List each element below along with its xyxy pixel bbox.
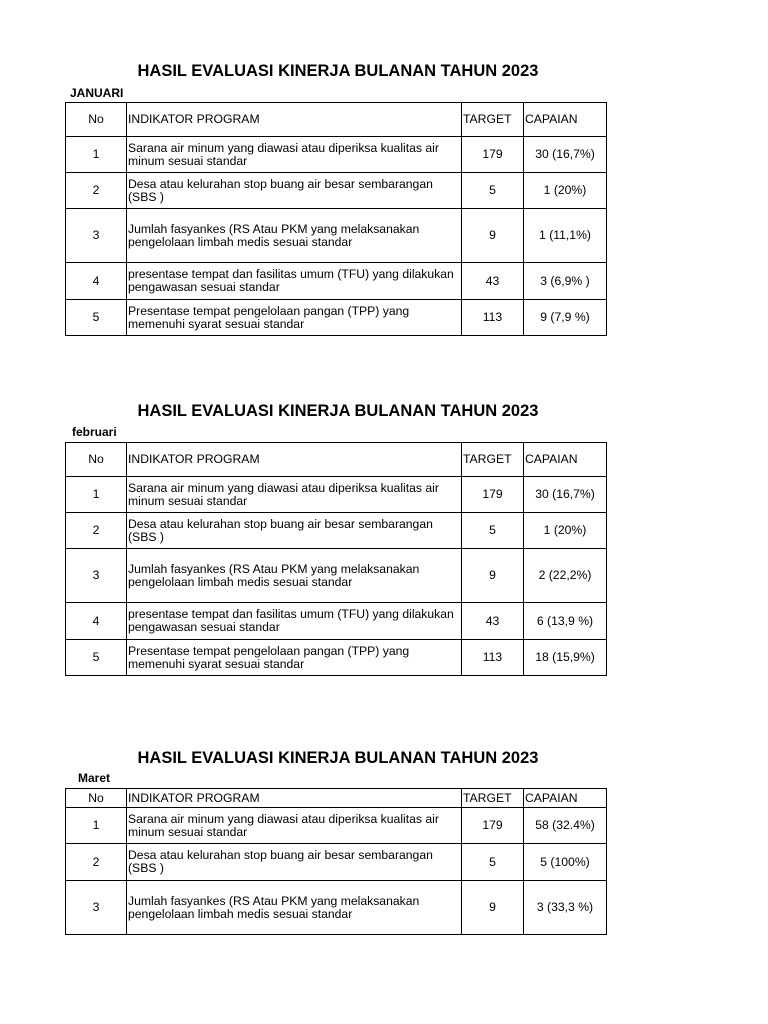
row-target: 43 xyxy=(462,263,524,300)
section-2-month: februari xyxy=(72,425,117,439)
section-2-table xyxy=(65,442,607,676)
section-3-title: HASIL EVALUASI KINERJA BULANAN TAHUN 2023 xyxy=(137,749,539,767)
row-capaian: 3 (33,3 %) xyxy=(524,881,607,935)
table-row xyxy=(66,137,607,173)
table-row xyxy=(66,513,607,549)
row-indikator: Sarana air minum yang diawasi atau diperiksa kualitas air minum sesuai standar xyxy=(127,808,462,844)
row-capaian: 1 (20%) xyxy=(524,513,607,549)
row-capaian: 18 (15,9%) xyxy=(524,640,607,676)
row-no: 4 xyxy=(66,263,127,300)
row-target: 43 xyxy=(462,603,524,640)
row-no: 3 xyxy=(66,209,127,263)
table-row xyxy=(66,209,607,263)
header-indikator: INDIKATOR PROGRAM xyxy=(127,443,462,477)
header-target: TARGET xyxy=(462,789,524,808)
row-no: 3 xyxy=(66,881,127,935)
table-row xyxy=(66,173,607,209)
table-header-row xyxy=(66,443,607,477)
row-target: 9 xyxy=(462,549,524,603)
row-indikator: presentase tempat dan fasilitas umum (TFU) yang dilakukan pengawasan sesuai standar xyxy=(127,603,462,640)
row-target: 5 xyxy=(462,173,524,209)
row-indikator: Desa atau kelurahan stop buang air besar sembarangan (SBS ) xyxy=(127,173,462,209)
header-target: TARGET xyxy=(462,443,524,477)
row-no: 1 xyxy=(66,808,127,844)
row-capaian: 3 (6,9% ) xyxy=(524,263,607,300)
row-target: 5 xyxy=(462,844,524,881)
row-capaian: 58 (32.4%) xyxy=(524,808,607,844)
table-row xyxy=(66,477,607,513)
header-capaian: CAPAIAN xyxy=(524,443,607,477)
table-header-row xyxy=(66,789,607,808)
section-1-table xyxy=(65,102,607,336)
row-indikator: Presentase tempat pengelolaan pangan (TPP) yang memenuhi syarat sesuai standar xyxy=(127,300,462,336)
row-capaian: 5 (100%) xyxy=(524,844,607,881)
row-target: 179 xyxy=(462,137,524,173)
row-capaian: 30 (16,7%) xyxy=(524,477,607,513)
header-indikator: INDIKATOR PROGRAM xyxy=(127,103,462,137)
row-capaian: 6 (13,9 %) xyxy=(524,603,607,640)
header-capaian: CAPAIAN xyxy=(524,103,607,137)
row-no: 2 xyxy=(66,173,127,209)
header-indikator: INDIKATOR PROGRAM xyxy=(127,789,462,808)
row-target: 113 xyxy=(462,640,524,676)
table-row xyxy=(66,263,607,300)
table-row xyxy=(66,549,607,603)
table-row xyxy=(66,300,607,336)
row-target: 113 xyxy=(462,300,524,336)
table-row xyxy=(66,881,607,935)
row-indikator: Presentase tempat pengelolaan pangan (TPP) yang memenuhi syarat sesuai standar xyxy=(127,640,462,676)
section-3-month: Maret xyxy=(78,771,111,785)
header-no: No xyxy=(66,789,127,808)
row-indikator: Jumlah fasyankes (RS Atau PKM yang melaksanakan pengelolaan limbah medis sesuai standar xyxy=(127,549,462,603)
section-3-table xyxy=(65,788,607,935)
row-no: 5 xyxy=(66,640,127,676)
row-capaian: 1 (20%) xyxy=(524,173,607,209)
row-no: 2 xyxy=(66,844,127,881)
table-row xyxy=(66,844,607,881)
table-row xyxy=(66,640,607,676)
table-row xyxy=(66,603,607,640)
section-1-title: HASIL EVALUASI KINERJA BULANAN TAHUN 2023 xyxy=(137,62,539,80)
row-indikator: presentase tempat dan fasilitas umum (TFU) yang dilakukan pengawasan sesuai standar xyxy=(127,263,462,300)
table-row xyxy=(66,808,607,844)
header-no: No xyxy=(66,443,127,477)
header-target: TARGET xyxy=(462,103,524,137)
row-capaian: 9 (7,9 %) xyxy=(524,300,607,336)
header-capaian: CAPAIAN xyxy=(524,789,607,808)
table-header-row xyxy=(66,103,607,137)
row-no: 3 xyxy=(66,549,127,603)
row-no: 5 xyxy=(66,300,127,336)
row-indikator: Desa atau kelurahan stop buang air besar sembarangan (SBS ) xyxy=(127,844,462,881)
row-capaian: 1 (11,1%) xyxy=(524,209,607,263)
row-indikator: Jumlah fasyankes (RS Atau PKM yang melaksanakan pengelolaan limbah medis sesuai standar xyxy=(127,209,462,263)
row-no: 1 xyxy=(66,477,127,513)
row-target: 9 xyxy=(462,209,524,263)
section-1-month: JANUARI xyxy=(70,86,124,100)
row-capaian: 2 (22,2%) xyxy=(524,549,607,603)
row-target: 179 xyxy=(462,808,524,844)
row-no: 1 xyxy=(66,137,127,173)
row-target: 9 xyxy=(462,881,524,935)
row-no: 4 xyxy=(66,603,127,640)
row-indikator: Desa atau kelurahan stop buang air besar sembarangan (SBS ) xyxy=(127,513,462,549)
row-no: 2 xyxy=(66,513,127,549)
row-target: 179 xyxy=(462,477,524,513)
row-indikator: Jumlah fasyankes (RS Atau PKM yang melaksanakan pengelolaan limbah medis sesuai standar xyxy=(127,881,462,935)
section-2-title: HASIL EVALUASI KINERJA BULANAN TAHUN 2023 xyxy=(137,402,539,420)
row-capaian: 30 (16,7%) xyxy=(524,137,607,173)
row-target: 5 xyxy=(462,513,524,549)
row-indikator: Sarana air minum yang diawasi atau diperiksa kualitas air minum sesuai standar xyxy=(127,137,462,173)
row-indikator: Sarana air minum yang diawasi atau diperiksa kualitas air minum sesuai standar xyxy=(127,477,462,513)
header-no: No xyxy=(66,103,127,137)
